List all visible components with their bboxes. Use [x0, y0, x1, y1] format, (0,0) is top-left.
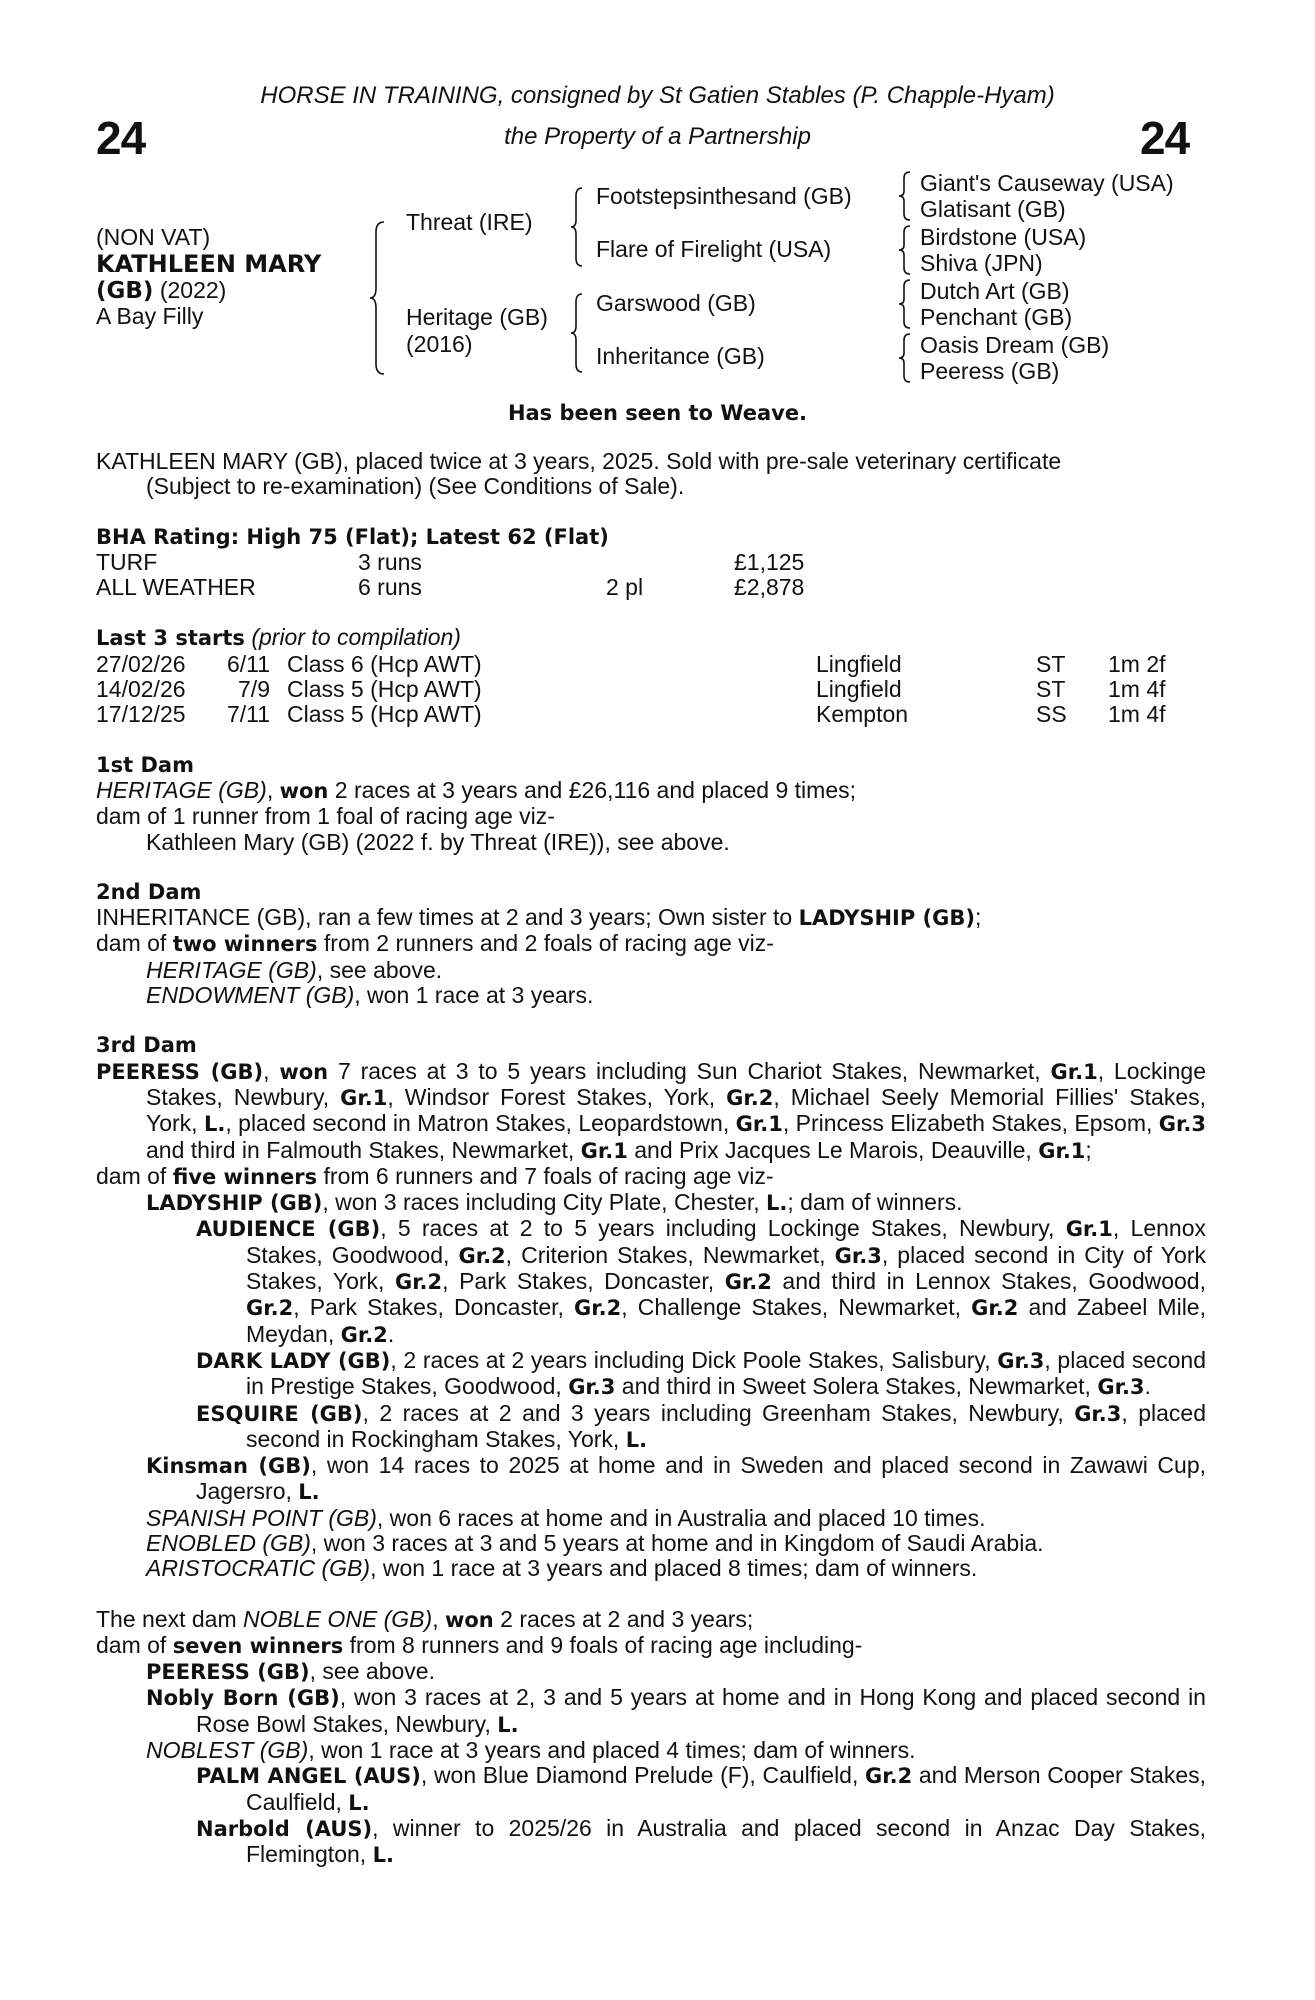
bold-text: DARK LADY (GB): [196, 1348, 391, 1373]
text-run: 2 races at 3 years and £26,116 and placed 9 times;: [328, 776, 857, 803]
dam-heading: 2nd Dam: [96, 879, 202, 904]
lot-number-right: 24: [1140, 112, 1190, 164]
pedigree-sire: Threat (IRE): [406, 209, 533, 235]
bha-rating-heading: BHA Rating: High 75 (Flat); Latest 62 (Flat): [96, 524, 609, 549]
text-run: .: [387, 1320, 395, 1347]
text-run: INHERITANCE (GB), ran a few times at 2 and 3 years; Own sister to: [96, 904, 799, 931]
bold-text: Gr.3: [1074, 1401, 1122, 1426]
catalogue-body: [96, 449, 1206, 1869]
property-line: the Property of a Partnership: [504, 123, 811, 150]
dam-entry: [96, 1607, 1206, 1633]
text-run: ; dam of winners.: [787, 1189, 963, 1216]
text-run: , Lennox Stakes, Goodwood,: [246, 1215, 1206, 1268]
pedigree-brace-g2: [898, 224, 912, 276]
text-run: , won Blue Diamond Prelude (F), Caulfield,: [420, 1762, 866, 1789]
start-going: SS: [1036, 701, 1067, 728]
pedigree-gen3-8: Peeress (GB): [920, 358, 1060, 384]
italic-text: HERITAGE (GB): [96, 776, 267, 803]
italic-text: SPANISH POINT (GB): [146, 1504, 377, 1531]
summary-line-2: (Subject to re-examination) (See Conditions of Sale).: [146, 473, 685, 500]
start-date: 17/12/25: [96, 701, 186, 728]
text-run: ,: [266, 776, 280, 803]
bold-text: Gr.1: [1050, 1059, 1098, 1084]
bold-text: L.: [298, 1480, 320, 1505]
italic-text: ENOBLED (GB): [146, 1529, 311, 1556]
bold-text: Gr.2: [724, 1270, 772, 1295]
text-run: , won 1 race at 3 years and placed 4 times; dam of winners.: [308, 1737, 916, 1764]
text-run: The next dam: [96, 1605, 244, 1632]
bold-text: ESQUIRE (GB): [196, 1401, 363, 1426]
weave-note: Has been seen to Weave.: [507, 401, 808, 425]
start-course: Lingfield: [816, 676, 902, 703]
start-position: 6/11: [226, 650, 270, 677]
dam-heading: 1st Dam: [96, 752, 194, 777]
bold-text: Narbold (AUS): [196, 1816, 373, 1841]
italic-text: ARISTOCRATIC (GB): [146, 1555, 371, 1582]
bold-text: Gr.3: [997, 1348, 1045, 1373]
text-run: dam of: [96, 1631, 173, 1658]
start-distance: 1m 4f: [1108, 701, 1166, 728]
text-run: , Lockinge Stakes, Newbury,: [146, 1057, 1206, 1110]
bold-text: PEERESS (GB): [146, 1660, 310, 1685]
text-run: from 6 runners and 7 foals of racing age viz-: [317, 1162, 774, 1189]
text-run: , placed second in City of York Stakes, York,: [246, 1241, 1206, 1295]
italic-text: ENDOWMENT (GB): [146, 982, 355, 1009]
summary-line-1: KATHLEEN MARY (GB), placed twice at 3 years, 2025. Sold with pre-sale veterinary certificate: [96, 448, 1062, 474]
last-starts-title: Last 3 starts: [96, 626, 245, 651]
dam-entry: [96, 1763, 1206, 1816]
text-run: dam of 1 runner from 1 foal of racing age viz-: [96, 803, 555, 830]
dam-sections: [96, 753, 1206, 1869]
dam-entry: [96, 1685, 1206, 1738]
bold-text: L.: [372, 1843, 394, 1868]
dam-entry: [96, 1506, 1206, 1531]
bold-text: L.: [203, 1112, 226, 1137]
pedigree-brace-g4: [898, 332, 912, 384]
bold-text: Gr.1: [735, 1112, 783, 1137]
last-starts-heading: [96, 625, 1206, 651]
pedigree-brace-dam: [570, 292, 584, 374]
vat-status: (NON VAT): [96, 224, 211, 250]
text-run: and Prix Jacques Le Marois, Deauville,: [627, 1136, 1039, 1163]
rating-row: [96, 575, 1206, 600]
pedigree-gen3-3: Birdstone (USA): [920, 224, 1087, 250]
text-run: , won 6 races at home and in Australia and placed 10 times.: [376, 1504, 986, 1531]
bold-text: Gr.2: [865, 1764, 913, 1789]
dam-section: [96, 1607, 1206, 1869]
pedigree-dam: Heritage (GB): [406, 304, 548, 330]
lot-number-left: 24: [96, 112, 146, 164]
section-gap: [96, 1008, 1206, 1033]
pedigree-gen3-7: Oasis Dream (GB): [920, 332, 1110, 358]
start-going: ST: [1036, 676, 1066, 703]
pedigree-brace-g3: [898, 278, 912, 330]
text-run: and third in Sweet Solera Stakes, Newmarket,: [615, 1373, 1098, 1400]
bold-text: Gr.2: [340, 1322, 388, 1347]
dam-entry: [96, 1401, 1206, 1454]
bold-text: L.: [766, 1191, 788, 1216]
dam-entry: [96, 1633, 1206, 1659]
text-run: , winner to 2025/26 in Australia and placed second in Anzac Day Stakes, Flemington,: [246, 1814, 1206, 1868]
bold-text: seven winners: [172, 1633, 344, 1658]
pedigree-gen3-6: Penchant (GB): [920, 304, 1073, 330]
pedigree-brace-g1: [898, 170, 912, 222]
text-run: dam of: [96, 930, 173, 957]
start-date: 14/02/26: [96, 676, 186, 703]
text-run: Kathleen Mary (GB) (2022 f. by Threat (IRE)), see above.: [146, 828, 730, 855]
bold-text: L.: [497, 1712, 519, 1737]
text-run: ,: [432, 1605, 445, 1632]
rating-prize: £1,125: [734, 548, 805, 575]
pedigree-gen2-2: Flare of Firelight (USA): [596, 236, 832, 262]
italic-text: NOBLE ONE (GB): [243, 1605, 433, 1632]
dam-heading: 3rd Dam: [96, 1033, 197, 1058]
text-run: and Zabeel Mile, Meydan,: [246, 1294, 1206, 1347]
text-run: from 2 runners and 2 foals of racing age viz-: [317, 930, 774, 957]
rating-prize: £2,878: [734, 574, 805, 601]
rating-runs: 6 runs: [358, 574, 422, 601]
dam-entry: [96, 1816, 1206, 1869]
dam-entry: [96, 905, 1206, 931]
start-course: Lingfield: [816, 650, 902, 677]
italic-text: HERITAGE (GB): [146, 956, 317, 983]
pedigree-brace-sire: [570, 186, 584, 268]
text-run: ;: [1085, 1136, 1092, 1163]
pedigree-gen3-2: Glatisant (GB): [920, 196, 1066, 222]
text-run: , Michael Seely Memorial Fillies' Stakes, York,: [146, 1083, 1207, 1137]
horse-name: KATHLEEN MARY: [96, 250, 322, 278]
dam-entry: [96, 983, 1206, 1008]
bold-text: L.: [625, 1427, 648, 1452]
bold-text: Nobly Born (GB): [146, 1686, 340, 1711]
text-run: , won 1 race at 3 years.: [354, 982, 594, 1009]
text-run: ;: [974, 904, 982, 931]
bold-text: two winners: [172, 932, 318, 957]
text-run: , see above.: [309, 1658, 435, 1685]
bold-text: won: [444, 1607, 494, 1632]
text-run: , Princess Elizabeth Stakes, Epsom,: [782, 1110, 1159, 1137]
text-run: , Windsor Forest Stakes, York,: [387, 1083, 727, 1110]
bold-text: won: [279, 1059, 329, 1084]
bold-text: Gr.3: [1097, 1375, 1145, 1400]
text-run: , Challenge Stakes, Newmarket,: [621, 1294, 972, 1321]
text-run: , placed second in Matron Stakes, Leopardstown,: [225, 1110, 736, 1137]
pedigree-gen2-3: Garswood (GB): [596, 290, 756, 316]
text-run: and third in Falmouth Stakes, Newmarket,: [146, 1136, 581, 1163]
dam-entry: [96, 830, 1206, 855]
dam-entry: [96, 931, 1206, 957]
start-distance: 1m 2f: [1108, 650, 1166, 677]
rating-placed: 2 pl: [606, 574, 644, 601]
text-run: , Park Stakes, Doncaster,: [293, 1294, 575, 1321]
italic-text: NOBLEST (GB): [146, 1737, 309, 1764]
start-class: Class 5 (Hcp AWT): [287, 701, 482, 728]
bold-text: Gr.1: [580, 1138, 628, 1163]
text-run: , 2 races at 2 years including Dick Poole Stakes, Salisbury,: [390, 1346, 998, 1373]
pedigree-gen3-5: Dutch Art (GB): [920, 278, 1070, 304]
dam-entry: [96, 1190, 1206, 1216]
bold-text: Gr.1: [1065, 1217, 1113, 1242]
dam-entry: [96, 1453, 1206, 1506]
text-run: and Merson Cooper Stakes, Caulfield,: [246, 1762, 1207, 1815]
dam-entry: [96, 1059, 1206, 1164]
bold-text: Gr.3: [568, 1375, 616, 1400]
bold-text: Gr.2: [726, 1085, 774, 1110]
text-run: , see above.: [316, 956, 443, 983]
bold-text: Gr.3: [1158, 1112, 1206, 1137]
rating-runs: 3 runs: [358, 548, 422, 575]
text-run: dam of: [96, 1162, 173, 1189]
text-run: , placed second in Rockingham Stakes, York,: [246, 1399, 1206, 1452]
dam-entry: [96, 1659, 1206, 1685]
text-run: , Criterion Stakes, Newmarket,: [505, 1241, 835, 1268]
pedigree-gen2-1: Footstepsinthesand (GB): [596, 183, 852, 209]
horse-description: A Bay Filly: [96, 303, 204, 329]
pedigree-gen3-4: Shiva (JPN): [920, 250, 1043, 276]
dam-entry: [96, 1348, 1206, 1401]
bold-text: won: [279, 778, 329, 803]
horse-country-year: [96, 279, 226, 303]
consignor-line: HORSE IN TRAINING, consigned by St Gatien Stables (P. Chapple-Hyam): [260, 82, 1055, 109]
start-class: Class 5 (Hcp AWT): [287, 676, 482, 703]
start-date: 27/02/26: [96, 650, 186, 677]
bold-text: LADYSHIP (GB): [798, 906, 975, 931]
text-run: .: [1144, 1373, 1151, 1400]
horse-country: (GB): [96, 278, 154, 304]
last-starts-subtitle: (prior to compilation): [251, 624, 461, 651]
start-row: [96, 702, 1206, 727]
dam-entry: [96, 778, 1206, 804]
text-run: , won 3 races including City Plate, Chester,: [322, 1189, 767, 1216]
text-run: , won 14 races to 2025 at home and in Sweden and placed second in Zawawi Cup, Jagersro,: [196, 1452, 1206, 1505]
section-gap: [96, 1582, 1206, 1607]
dam-entry: [96, 1531, 1206, 1556]
start-position: 7/9: [238, 676, 270, 703]
bold-text: five winners: [172, 1164, 318, 1189]
bold-text: Gr.2: [458, 1243, 506, 1268]
rating-surface: TURF: [96, 548, 158, 575]
text-run: , 5 races at 2 to 5 years including Lockinge Stakes, Newbury,: [380, 1215, 1066, 1242]
bold-text: Gr.2: [574, 1296, 622, 1321]
start-row: [96, 677, 1206, 702]
dam-section: [96, 753, 1206, 855]
start-course: Kempton: [816, 701, 909, 728]
bold-text: Gr.2: [394, 1270, 443, 1295]
text-run: , won 3 races at 2, 3 and 5 years at home and in Hong Kong and placed second in Rose Bowl Stakes, Newbury,: [196, 1684, 1206, 1737]
text-run: , won 3 races at 3 and 5 years at home and in Kingdom of Saudi Arabia.: [310, 1529, 1044, 1556]
dam-entry: [96, 1738, 1206, 1763]
pedigree-gen2-4: Inheritance (GB): [596, 343, 765, 369]
rating-surface: ALL WEATHER: [96, 574, 256, 601]
text-run: ,: [263, 1057, 280, 1084]
rating-table: [96, 550, 1206, 601]
bold-text: AUDIENCE (GB): [196, 1217, 381, 1242]
bold-text: Kinsman (GB): [146, 1454, 311, 1479]
bold-text: Gr.2: [246, 1296, 294, 1321]
text-run: , Park Stakes, Doncaster,: [442, 1268, 725, 1295]
text-run: , won 1 race at 3 years and placed 8 times; dam of winners.: [370, 1555, 978, 1582]
bold-text: PEERESS (GB): [96, 1059, 264, 1084]
section-gap: [96, 855, 1206, 880]
pedigree-dam-year: (2016): [406, 331, 473, 357]
start-position: 7/11: [226, 701, 270, 728]
text-run: from 8 runners and 9 foals of racing age including-: [343, 1631, 863, 1658]
dam-entry: [96, 1164, 1206, 1190]
text-run: 2 races at 2 and 3 years;: [493, 1605, 754, 1632]
start-class: Class 6 (Hcp AWT): [287, 650, 482, 677]
dam-entry: [96, 1216, 1206, 1347]
text-run: 7 races at 3 to 5 years including Sun Chariot Stakes, Newmarket,: [328, 1057, 1051, 1084]
dam-entry: [96, 958, 1206, 983]
bold-text: Gr.3: [834, 1243, 882, 1268]
start-going: ST: [1036, 650, 1066, 677]
bold-text: PALM ANGEL (AUS): [196, 1764, 421, 1789]
dam-section: [96, 1033, 1206, 1581]
pedigree-brace-main: [370, 220, 386, 376]
bold-text: Gr.1: [340, 1085, 388, 1110]
pedigree-gen3-1: Giant's Causeway (USA): [920, 170, 1174, 196]
text-run: and third in Lennox Stakes, Goodwood,: [771, 1268, 1206, 1295]
dam-entry: [96, 1556, 1206, 1581]
text-run: , placed second in Prestige Stakes, Goodwood,: [246, 1346, 1206, 1400]
bold-text: Gr.2: [971, 1296, 1019, 1321]
start-distance: 1m 4f: [1108, 676, 1166, 703]
dam-section: [96, 880, 1206, 1008]
start-row: [96, 652, 1206, 677]
text-run: , 2 races at 2 and 3 years including Greenham Stakes, Newbury,: [362, 1399, 1075, 1426]
dam-entry: [96, 804, 1206, 829]
bold-text: Gr.1: [1038, 1138, 1086, 1163]
bold-text: L.: [348, 1790, 370, 1815]
rating-row: [96, 550, 1206, 575]
bold-text: LADYSHIP (GB): [146, 1191, 323, 1216]
horse-year: (2022): [159, 277, 227, 303]
last-starts-table: [96, 652, 1206, 728]
